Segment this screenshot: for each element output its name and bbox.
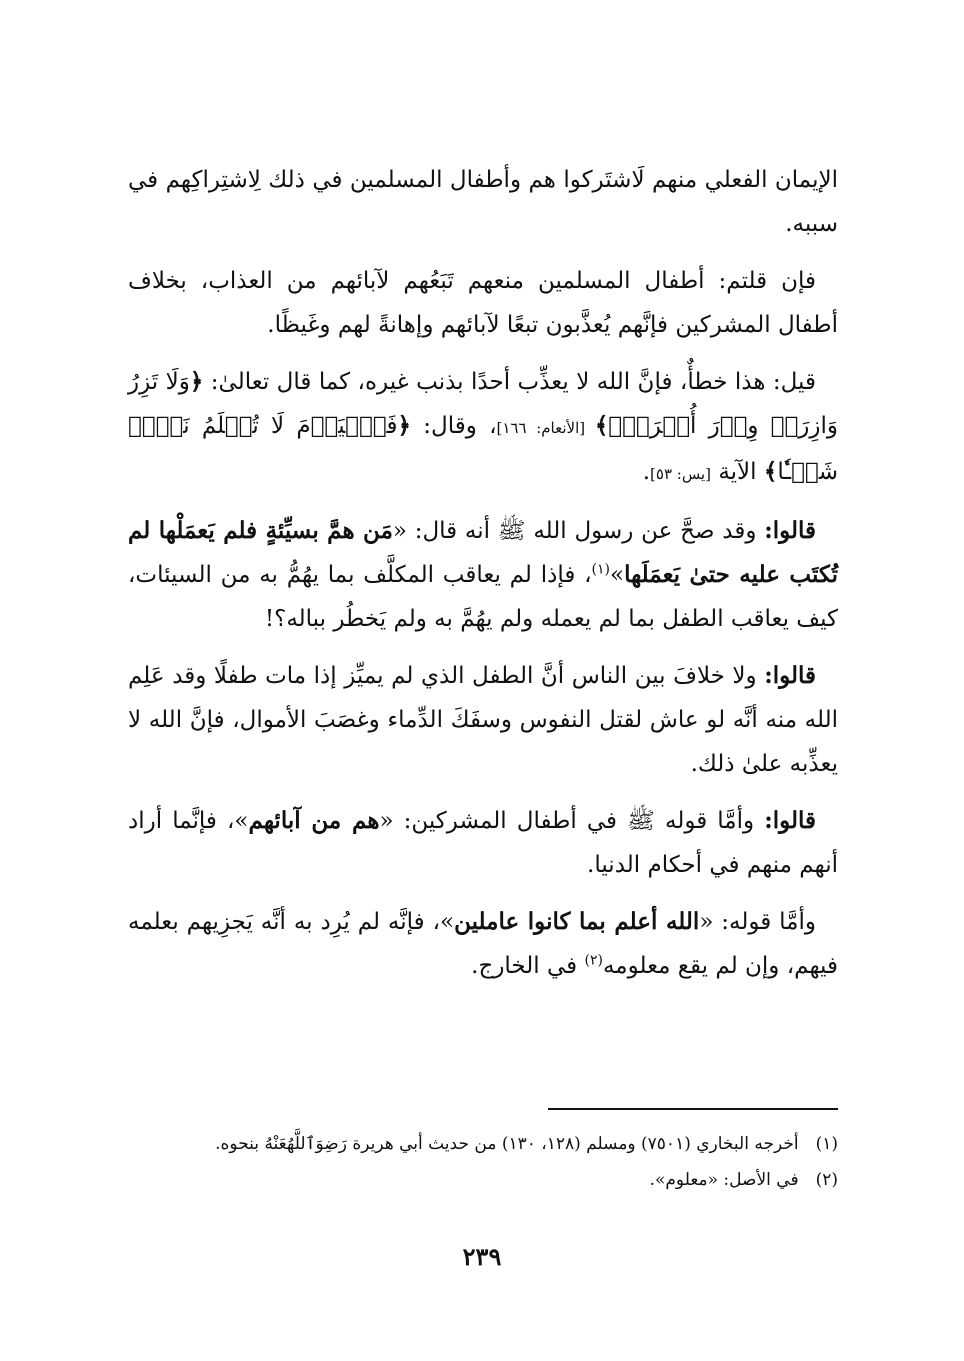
footnote-1-number: (١)	[815, 1134, 838, 1154]
footnote-marker-1[interactable]: (١)	[591, 561, 610, 578]
hadith-text-3: الله أعلم بما كانوا عاملين	[454, 908, 700, 935]
paragraph-3-text-b: ، وقال:	[411, 413, 497, 439]
paragraph-5-lead: قالوا:	[764, 662, 816, 689]
footnote-divider	[548, 1108, 838, 1110]
footnote-2-text: في الأصل: «معلوم».	[649, 1170, 799, 1190]
paragraph-5-text: ولا خلافَ بين الناس أنَّ الطفل الذي لم يميِّز إذا مات طفلًا وقد عَلِم الله منه أنَّه لو عاش لقتل النفوس وسفَكَ الدِّماء وغصَبَ الأموال، فإنَّ الله لا يعذِّبه علىٰ ذلك.	[128, 663, 838, 777]
paragraph-4-lead: قالوا:	[764, 517, 816, 544]
quran-bracket-close: ﴾	[594, 412, 609, 439]
paragraph-7-text-a: وأمَّا قوله: «	[699, 909, 817, 935]
paragraph-4-text-c: ، فإذا لم يعاقب المكلَّف بما يهُمُّ به من السيئات، كيف يعاقب الطفل بما لم يعمله ولم يهُمَّ به ولم يَخطُر بباله؟!	[128, 562, 838, 632]
paragraph-6-text-b: »، فإنَّما أراد أنهم منهم في أحكام الدنيا.	[128, 808, 838, 878]
paragraph-7-text-b: »، فإنَّه لم يُرِد به أنَّه يَجزِيهم بعلمه فيهم، وإن لم يقع معلومه	[128, 909, 838, 979]
paragraph-7-text-c: في الخارج.	[471, 953, 585, 979]
main-text	[128, 158, 838, 1001]
quran-bracket-open: ﴿	[189, 368, 204, 395]
paragraph-3-text-c: الآية	[711, 459, 764, 485]
footnote-2	[128, 1162, 838, 1198]
paragraph-4-text-a: وقد صحَّ عن رسول الله ﷺ أنه قال: «	[392, 518, 765, 544]
quran-bracket-open-2: ﴿	[397, 412, 412, 439]
quran-reference-1: [الأنعام: ١٦٦]	[496, 419, 595, 437]
footnote-2-number: (٢)	[815, 1170, 838, 1190]
hadith-text-2: هم من آبائهم	[248, 807, 380, 834]
paragraph-5	[128, 654, 838, 786]
paragraph-4	[128, 509, 838, 641]
paragraph-7	[128, 900, 838, 988]
footnote-1-text: أخرجه البخاري (٧٥٠١) ومسلم (١٢٨، ١٣٠) من حديث أبي هريرة رَضِوَٱللَّهُعَنْهُ بنحوه.	[215, 1134, 799, 1154]
hadith-text-1: مَن همَّ بسيِّئةٍ فلم يَعمَلْها لم تُكتَب عليه حتىٰ يَعمَلَها	[128, 517, 838, 588]
paragraph-1-text: الإيمان الفعلي منهم لَاشتَركوا هم وأطفال المسلمين في ذلك لِاشتِراكِهم في سببه.	[128, 167, 838, 237]
page-number: ٢٣٩	[462, 1242, 502, 1271]
quran-bracket-close-2: ﴾	[763, 458, 778, 485]
paragraph-1	[128, 158, 838, 246]
footnote-marker-2[interactable]: (٢)	[584, 952, 603, 969]
paragraph-4-text-b: »	[609, 562, 625, 588]
paragraph-6-text-a: وأمَّا قوله ﷺ في أطفال المشركين: «	[379, 808, 765, 834]
paragraph-2	[128, 259, 838, 347]
quran-verse-2: فَٱلۡيَوۡمَ لَا تُظۡلَمُ نَفۡسٞ شَيۡـٔٗا	[128, 413, 838, 485]
footnote-1	[128, 1126, 838, 1162]
paragraph-3-text-a: قيل: هذا خطأٌ، فإنَّ الله لا يعذِّب أحدًا بذنب غيره، كما قال تعالىٰ:	[203, 369, 816, 395]
paragraph-2-text: فإن قلتم: أطفال المسلمين منعهم تَبَعُهم لآبائهم من العذاب، بخلاف أطفال المشركين فإنَّهم يُعذَّبون تبعًا لآبائهم وإهانةً لهم وغَيظًا.	[128, 268, 838, 338]
paragraph-3	[128, 360, 838, 496]
paragraph-6	[128, 799, 838, 887]
paragraph-3-text-d: .	[642, 459, 651, 485]
paragraph-6-lead: قالوا:	[764, 807, 816, 834]
quran-reference-2: [يس: ٥٣]	[650, 465, 712, 483]
quran-verse-1: وَلَا تَزِرُ وَازِرَةٞ وِزۡرَ أُخۡرَىٰۚ	[128, 369, 838, 439]
footnotes	[128, 1126, 838, 1198]
